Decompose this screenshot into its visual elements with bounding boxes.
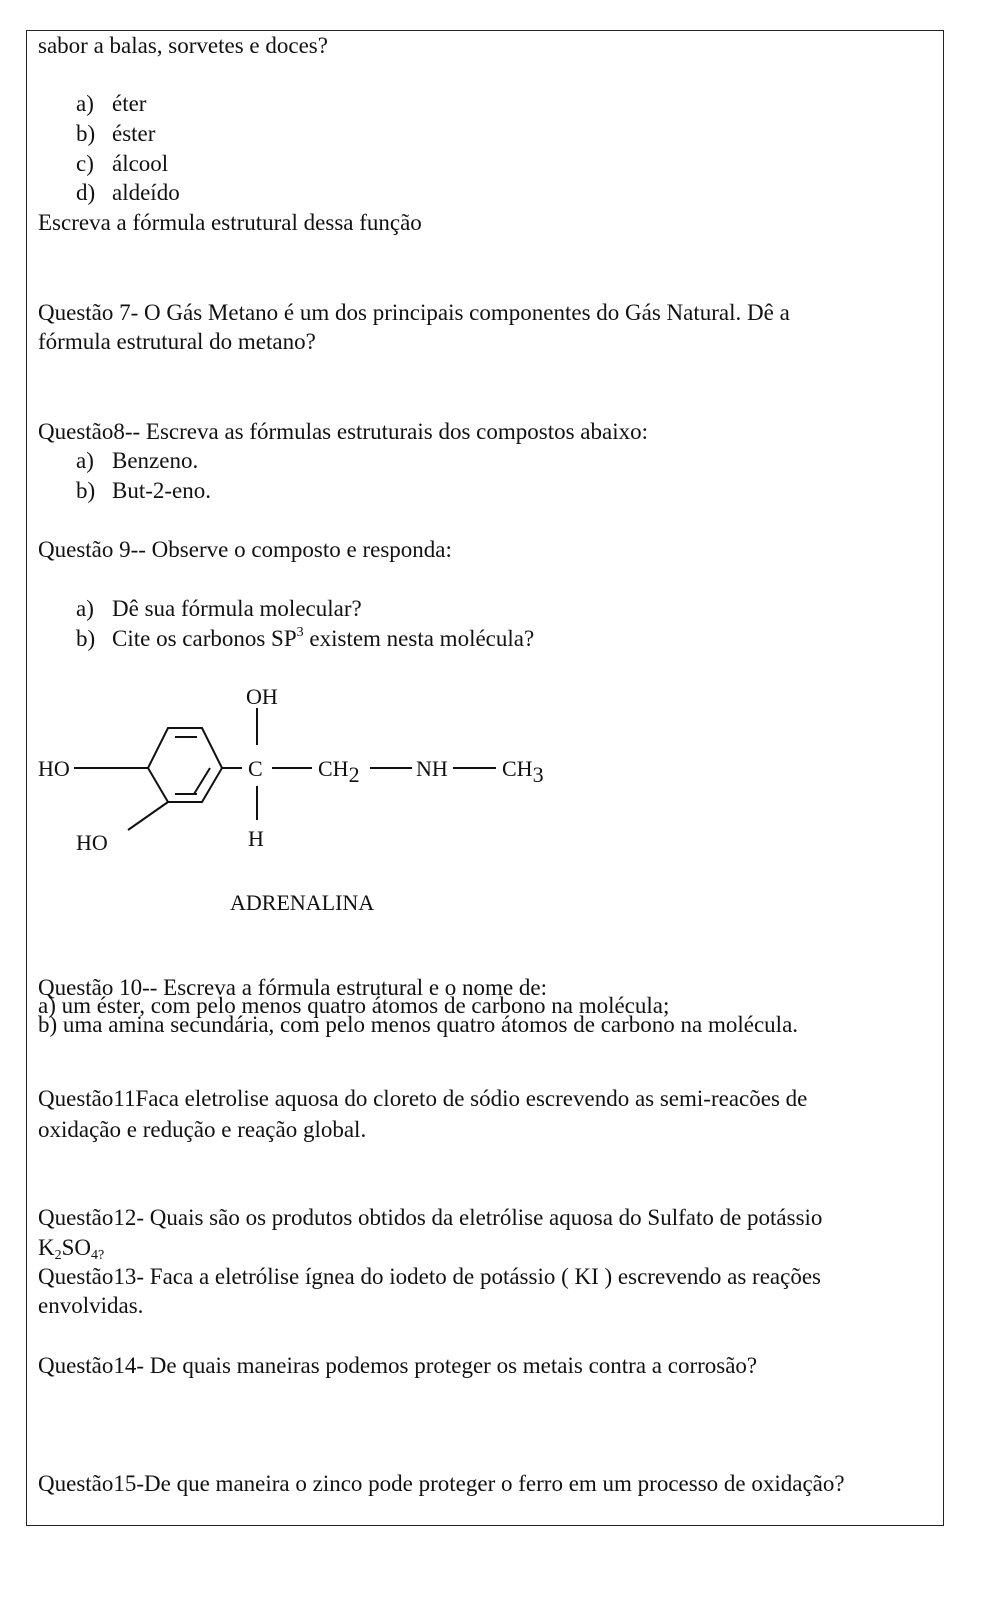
label-oh: OH bbox=[246, 684, 278, 709]
q6-stem-end: sabor a balas, sorvetes e doces? bbox=[38, 33, 328, 58]
q6-option-a: a) éter bbox=[76, 91, 147, 116]
label-nh: NH bbox=[416, 756, 448, 781]
q8-option-a: a) Benzeno. bbox=[76, 448, 199, 473]
ring-double-bond-right bbox=[194, 768, 210, 794]
molecule-name: ADRENALINA bbox=[230, 890, 375, 915]
adrenaline-structure bbox=[30, 680, 570, 930]
bond-ho2-ring bbox=[128, 802, 168, 830]
q10-item-b: b) uma amina secundária, com pelo menos quatro átomos de carbono na molécula. bbox=[38, 1012, 799, 1037]
q13-line-1: Questão13- Faca a eletrólise ígnea do iodeto de potássio ( KI ) escrevendo as reações bbox=[38, 1264, 821, 1289]
q9-option-a: a) Dê sua fórmula molecular? bbox=[76, 596, 362, 621]
q12-formula: $K_2SO_{4?}$ bbox=[38, 1235, 105, 1263]
q15-line-1: Questão15-De que maneira o zinco pode proteger o ferro em um processo de oxidação? bbox=[38, 1471, 845, 1496]
q6-option-c: c) álcool bbox=[76, 151, 169, 176]
q11-line-1: Questão11Faca eletrolise aquosa do cloreto de sódio escrevendo as semi-reacões de bbox=[38, 1086, 808, 1111]
q10-item-a: a) um éster, com pelo menos quatro átomos de carbono na molécula; bbox=[38, 993, 670, 1018]
label-ch3: CH3 bbox=[502, 756, 544, 787]
label-ho-left: HO bbox=[38, 756, 70, 781]
q6-option-d: d) aldeído bbox=[76, 180, 180, 205]
q12-line-1: Questão12- Quais são os produtos obtidos da eletrólise aquosa do Sulfato de potássio bbox=[38, 1205, 823, 1230]
q7-line-1: Questão 7- O Gás Metano é um dos principais componentes do Gás Natural. Dê a bbox=[38, 300, 790, 325]
q10-stem: Questão 10-- Escreva a fórmula estrutural e o nome de: bbox=[38, 975, 547, 1000]
q7-line-2: fórmula estrutural do metano? bbox=[38, 329, 316, 354]
q8-option-b: b) But-2-eno. bbox=[76, 478, 212, 503]
q13-line-2: envolvidas. bbox=[38, 1293, 144, 1318]
q8-stem: Questão8-- Escreva as fórmulas estruturais dos compostos abaixo: bbox=[38, 419, 648, 444]
label-h: H bbox=[248, 826, 264, 851]
q9-option-b: b) Cite os carbonos $SP^3$ existem nesta molécula? bbox=[76, 625, 535, 651]
q6-option-b: b) éster bbox=[76, 121, 156, 146]
label-carbon: C bbox=[248, 756, 263, 781]
benzene-ring bbox=[148, 728, 222, 802]
q14-line-1: Questão14- De quais maneiras podemos proteger os metais contra a corrosão? bbox=[38, 1353, 758, 1378]
label-ho-bottom: HO bbox=[76, 830, 108, 855]
label-ch2: CH2 bbox=[318, 756, 360, 787]
q11-line-2: oxidação e redução e reação global. bbox=[38, 1117, 367, 1142]
q9-stem: Questão 9-- Observe o composto e responda: bbox=[38, 537, 452, 562]
q6-followup: Escreva a fórmula estrutural dessa função bbox=[38, 210, 422, 235]
